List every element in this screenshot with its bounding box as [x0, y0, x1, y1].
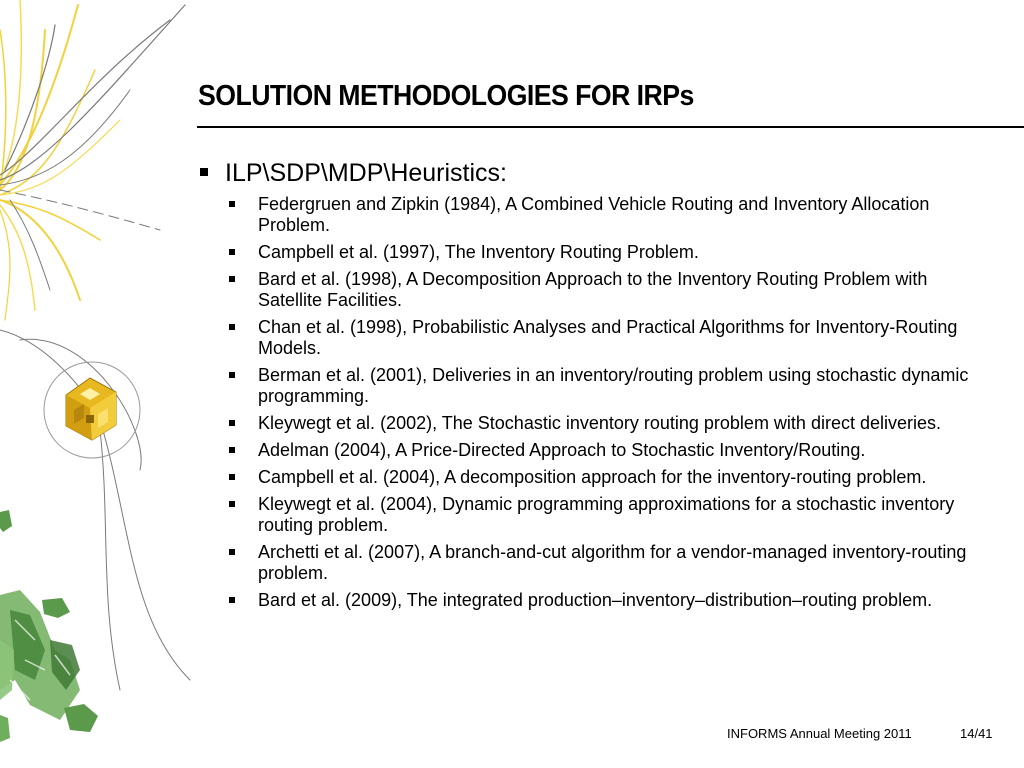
list-item — [200, 365, 1000, 407]
reference-text: Bard et al. (1998), A Decomposition Approach to the Inventory Routing Problem with Satellite Facilities. — [258, 269, 928, 310]
reference-list — [200, 194, 1000, 611]
reference-text: Campbell et al. (1997), The Inventory Routing Problem. — [258, 242, 699, 262]
slide-title: SOLUTION METHODOLOGIES FOR IRPs — [198, 80, 694, 112]
reference-text: Chan et al. (1998), Probabilistic Analyses and Practical Algorithms for Inventory-Routing Models. — [258, 317, 958, 358]
reference-text: Archetti et al. (2007), A branch-and-cut algorithm for a vendor-managed inventory-routing problem. — [258, 542, 967, 583]
square-bullet-icon — [229, 249, 235, 255]
list-item — [200, 242, 1000, 263]
square-bullet-icon — [229, 549, 235, 555]
list-item — [200, 590, 1000, 611]
decorative-artwork — [0, 0, 200, 768]
list-item — [200, 269, 1000, 311]
list-item — [200, 413, 1000, 434]
reference-text: Bard et al. (2009), The integrated production–inventory–distribution–routing problem. — [258, 590, 933, 610]
list-item — [200, 194, 1000, 236]
square-bullet-icon — [229, 201, 235, 207]
square-bullet-icon — [229, 501, 235, 507]
square-bullet-icon — [229, 474, 235, 480]
main-bullet — [200, 158, 1000, 188]
reference-text: Federgruen and Zipkin (1984), A Combined Vehicle Routing and Inventory Allocation Problem. — [258, 194, 930, 235]
square-bullet-icon — [229, 420, 235, 426]
square-bullet-icon — [229, 597, 235, 603]
yellow-lines-decoration — [0, 0, 120, 320]
square-bullet-icon — [229, 372, 235, 378]
square-bullet-icon — [229, 447, 235, 453]
gray-lines-decoration — [0, 5, 190, 690]
footer-event: INFORMS Annual Meeting 2011 — [727, 726, 912, 741]
reference-text: Campbell et al. (2004), A decomposition approach for the inventory-routing problem. — [258, 467, 927, 487]
list-item — [200, 467, 1000, 488]
main-bullet-text: ILP\SDP\MDP\Heuristics: — [225, 159, 508, 187]
square-bullet-icon — [229, 276, 235, 282]
reference-text: Adelman (2004), A Price-Directed Approach to Stochastic Inventory/Routing. — [258, 440, 866, 460]
list-item — [200, 494, 1000, 536]
list-item — [200, 440, 1000, 461]
green-mesh-decoration — [0, 510, 98, 742]
list-item — [200, 317, 1000, 359]
title-divider — [197, 126, 1024, 128]
reference-text: Kleywegt et al. (2004), Dynamic programming approximations for a stochastic inventory routing problem. — [258, 494, 955, 535]
page-number: 14/41 — [960, 726, 993, 741]
slide-content — [200, 158, 1000, 617]
square-bullet-icon — [200, 168, 208, 176]
reference-text: Kleywegt et al. (2002), The Stochastic inventory routing problem with direct deliveries. — [258, 413, 941, 433]
reference-text: Berman et al. (2001), Deliveries in an inventory/routing problem using stochastic dynamic programming. — [258, 365, 969, 406]
list-item — [200, 542, 1000, 584]
square-bullet-icon — [229, 324, 235, 330]
